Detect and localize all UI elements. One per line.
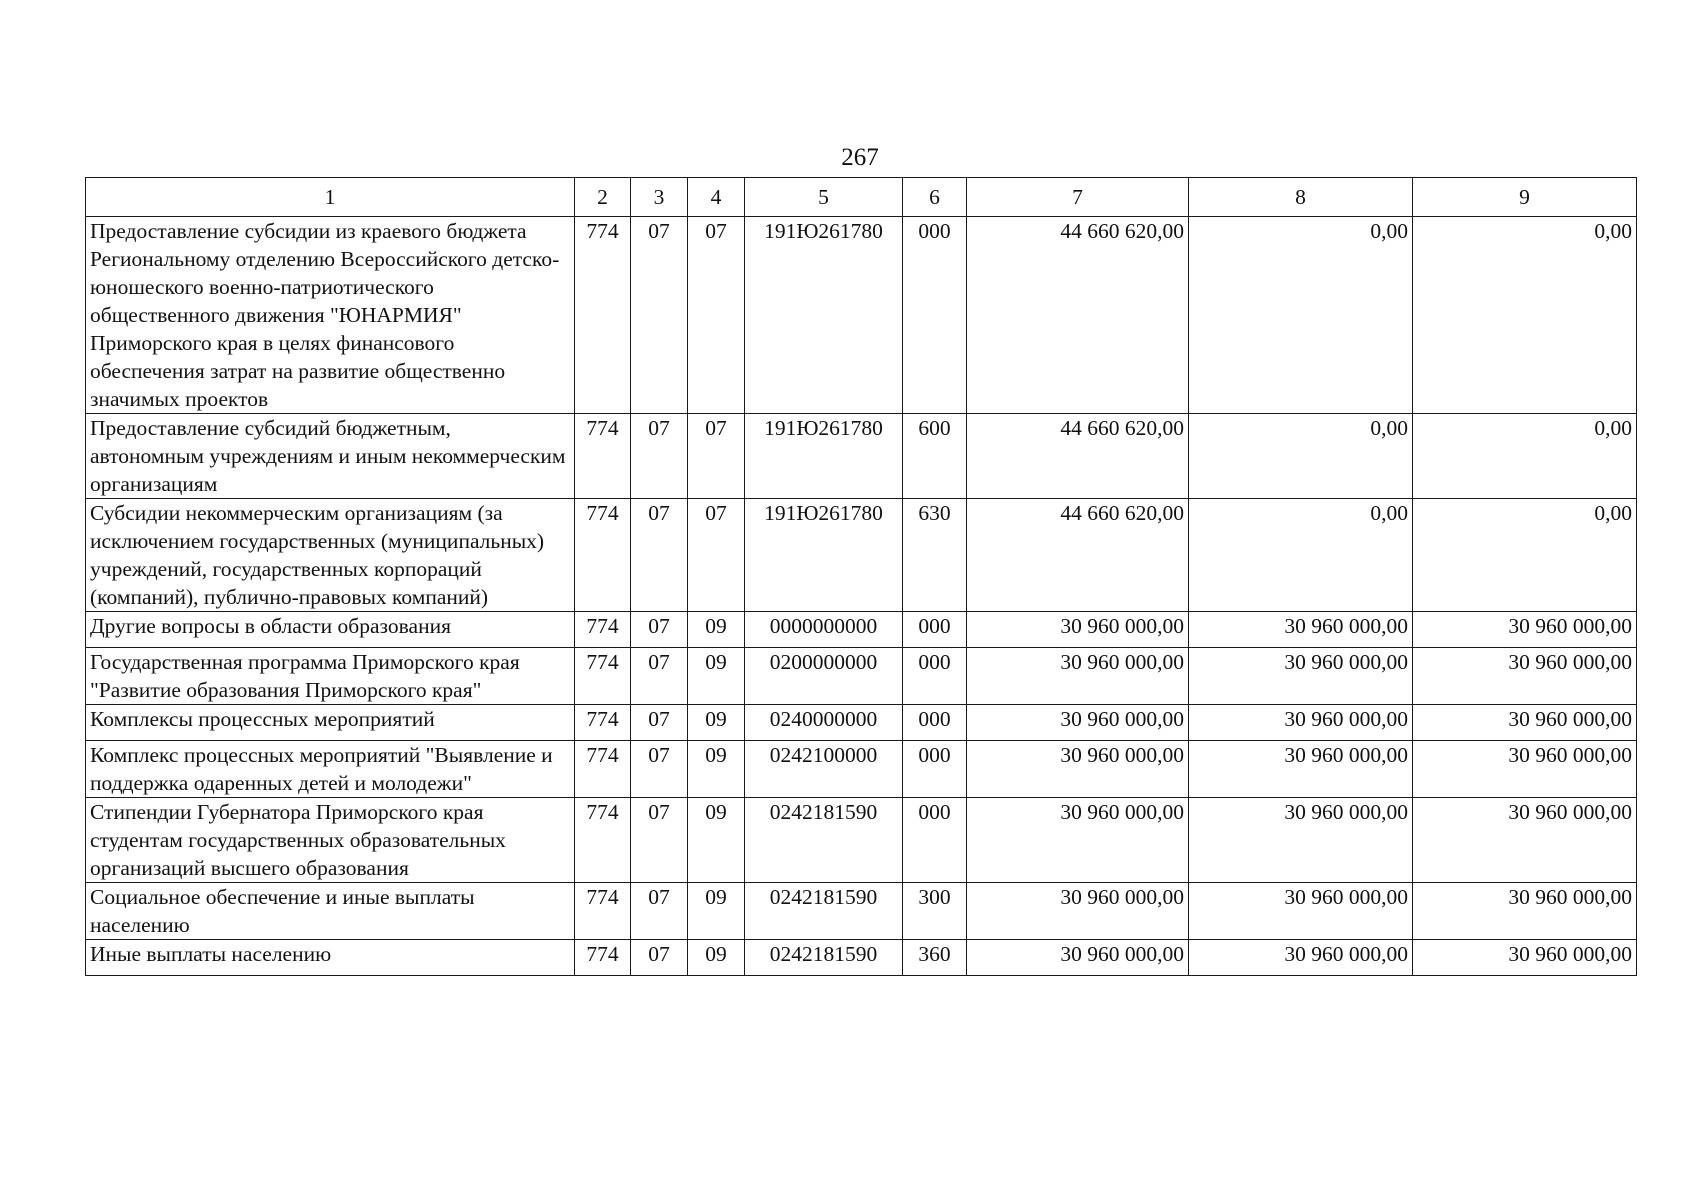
item-name-cell: Иные выплаты населению	[86, 940, 575, 976]
expense-type-cell: 360	[903, 940, 967, 976]
subsection-code-cell: 09	[688, 798, 745, 883]
amount-col9-cell: 30 960 000,00	[1413, 705, 1637, 741]
expense-type-cell: 300	[903, 883, 967, 940]
ministry-code-cell: 774	[575, 414, 631, 499]
subsection-code-cell: 09	[688, 648, 745, 705]
target-article-cell: 0242100000	[745, 741, 903, 798]
item-name-cell: Комплексы процессных мероприятий	[86, 705, 575, 741]
amount-col7-cell: 30 960 000,00	[967, 705, 1189, 741]
item-name-cell: Комплекс процессных мероприятий "Выявление и поддержка одаренных детей и молодежи"	[86, 741, 575, 798]
table-row	[86, 217, 1637, 414]
table-row	[86, 414, 1637, 499]
item-name-cell: Субсидии некоммерческим организациям (за исключением государственных (муниципальных) учреждений, государственных корпораций (компаний), публично-правовых компаний)	[86, 499, 575, 612]
amount-col9-cell: 0,00	[1413, 414, 1637, 499]
item-name-cell: Социальное обеспечение и иные выплаты населению	[86, 883, 575, 940]
table-row	[86, 883, 1637, 940]
ministry-code-cell: 774	[575, 499, 631, 612]
expense-type-cell: 000	[903, 648, 967, 705]
ministry-code-cell: 774	[575, 741, 631, 798]
section-code-cell: 07	[631, 217, 688, 414]
subsection-code-cell: 09	[688, 940, 745, 976]
target-article-cell: 0242181590	[745, 798, 903, 883]
amount-col7-cell: 44 660 620,00	[967, 499, 1189, 612]
expense-type-cell: 000	[903, 741, 967, 798]
subsection-code-cell: 07	[688, 217, 745, 414]
header-cell: 3	[631, 178, 688, 217]
subsection-code-cell: 09	[688, 741, 745, 798]
section-code-cell: 07	[631, 648, 688, 705]
target-article-cell: 0242181590	[745, 940, 903, 976]
header-cell: 1	[86, 178, 575, 217]
amount-col8-cell: 30 960 000,00	[1189, 741, 1413, 798]
target-article-cell: 0000000000	[745, 612, 903, 648]
target-article-cell: 191Ю261780	[745, 414, 903, 499]
subsection-code-cell: 09	[688, 612, 745, 648]
amount-col9-cell: 30 960 000,00	[1413, 883, 1637, 940]
amount-col9-cell: 0,00	[1413, 217, 1637, 414]
table-row	[86, 612, 1637, 648]
amount-col7-cell: 44 660 620,00	[967, 414, 1189, 499]
table-row	[86, 798, 1637, 883]
header-row	[86, 178, 1637, 217]
amount-col7-cell: 30 960 000,00	[967, 648, 1189, 705]
header-cell: 2	[575, 178, 631, 217]
amount-col7-cell: 30 960 000,00	[967, 940, 1189, 976]
amount-col8-cell: 30 960 000,00	[1189, 940, 1413, 976]
item-name-cell: Предоставление субсидии из краевого бюджета Региональному отделению Всероссийского детско-юношеского военно-патриотического общественного движения "ЮНАРМИЯ" Приморского края в целях финансового обеспечения затрат на развитие общественно значимых проектов	[86, 217, 575, 414]
header-cell: 6	[903, 178, 967, 217]
target-article-cell: 191Ю261780	[745, 217, 903, 414]
ministry-code-cell: 774	[575, 217, 631, 414]
table-row	[86, 741, 1637, 798]
ministry-code-cell: 774	[575, 798, 631, 883]
target-article-cell: 0200000000	[745, 648, 903, 705]
header-cell: 7	[967, 178, 1189, 217]
expense-type-cell: 000	[903, 798, 967, 883]
amount-col9-cell: 30 960 000,00	[1413, 741, 1637, 798]
section-code-cell: 07	[631, 612, 688, 648]
section-code-cell: 07	[631, 798, 688, 883]
amount-col8-cell: 0,00	[1189, 414, 1413, 499]
amount-col9-cell: 30 960 000,00	[1413, 612, 1637, 648]
subsection-code-cell: 09	[688, 883, 745, 940]
amount-col8-cell: 30 960 000,00	[1189, 705, 1413, 741]
amount-col7-cell: 30 960 000,00	[967, 883, 1189, 940]
header-cell: 9	[1413, 178, 1637, 217]
ministry-code-cell: 774	[575, 612, 631, 648]
table-row	[86, 648, 1637, 705]
expense-type-cell: 600	[903, 414, 967, 499]
section-code-cell: 07	[631, 883, 688, 940]
target-article-cell: 0242181590	[745, 883, 903, 940]
header-cell: 8	[1189, 178, 1413, 217]
amount-col8-cell: 30 960 000,00	[1189, 798, 1413, 883]
expense-type-cell: 630	[903, 499, 967, 612]
item-name-cell: Стипендии Губернатора Приморского края студентам государственных образовательных организаций высшего образования	[86, 798, 575, 883]
amount-col9-cell: 30 960 000,00	[1413, 648, 1637, 705]
target-article-cell: 191Ю261780	[745, 499, 903, 612]
item-name-cell: Государственная программа Приморского края "Развитие образования Приморского края"	[86, 648, 575, 705]
amount-col7-cell: 44 660 620,00	[967, 217, 1189, 414]
amount-col7-cell: 30 960 000,00	[967, 798, 1189, 883]
table-row	[86, 940, 1637, 976]
section-code-cell: 07	[631, 940, 688, 976]
amount-col8-cell: 0,00	[1189, 499, 1413, 612]
ministry-code-cell: 774	[575, 940, 631, 976]
amount-col7-cell: 30 960 000,00	[967, 741, 1189, 798]
section-code-cell: 07	[631, 414, 688, 499]
table-row	[86, 499, 1637, 612]
expense-type-cell: 000	[903, 217, 967, 414]
amount-col8-cell: 0,00	[1189, 217, 1413, 414]
amount-col9-cell: 30 960 000,00	[1413, 940, 1637, 976]
item-name-cell: Предоставление субсидий бюджетным, автономным учреждениям и иным некоммерческим организациям	[86, 414, 575, 499]
header-cell: 5	[745, 178, 903, 217]
subsection-code-cell: 07	[688, 499, 745, 612]
amount-col8-cell: 30 960 000,00	[1189, 883, 1413, 940]
amount-col8-cell: 30 960 000,00	[1189, 648, 1413, 705]
ministry-code-cell: 774	[575, 705, 631, 741]
item-name-cell: Другие вопросы в области образования	[86, 612, 575, 648]
section-code-cell: 07	[631, 741, 688, 798]
amount-col7-cell: 30 960 000,00	[967, 612, 1189, 648]
budget-table	[85, 177, 1637, 976]
amount-col9-cell: 30 960 000,00	[1413, 798, 1637, 883]
ministry-code-cell: 774	[575, 648, 631, 705]
section-code-cell: 07	[631, 705, 688, 741]
amount-col9-cell: 0,00	[1413, 499, 1637, 612]
expense-type-cell: 000	[903, 705, 967, 741]
table-row	[86, 705, 1637, 741]
ministry-code-cell: 774	[575, 883, 631, 940]
section-code-cell: 07	[631, 499, 688, 612]
subsection-code-cell: 09	[688, 705, 745, 741]
expense-type-cell: 000	[903, 612, 967, 648]
subsection-code-cell: 07	[688, 414, 745, 499]
target-article-cell: 0240000000	[745, 705, 903, 741]
amount-col8-cell: 30 960 000,00	[1189, 612, 1413, 648]
header-cell: 4	[688, 178, 745, 217]
page-number: 267	[841, 144, 879, 171]
